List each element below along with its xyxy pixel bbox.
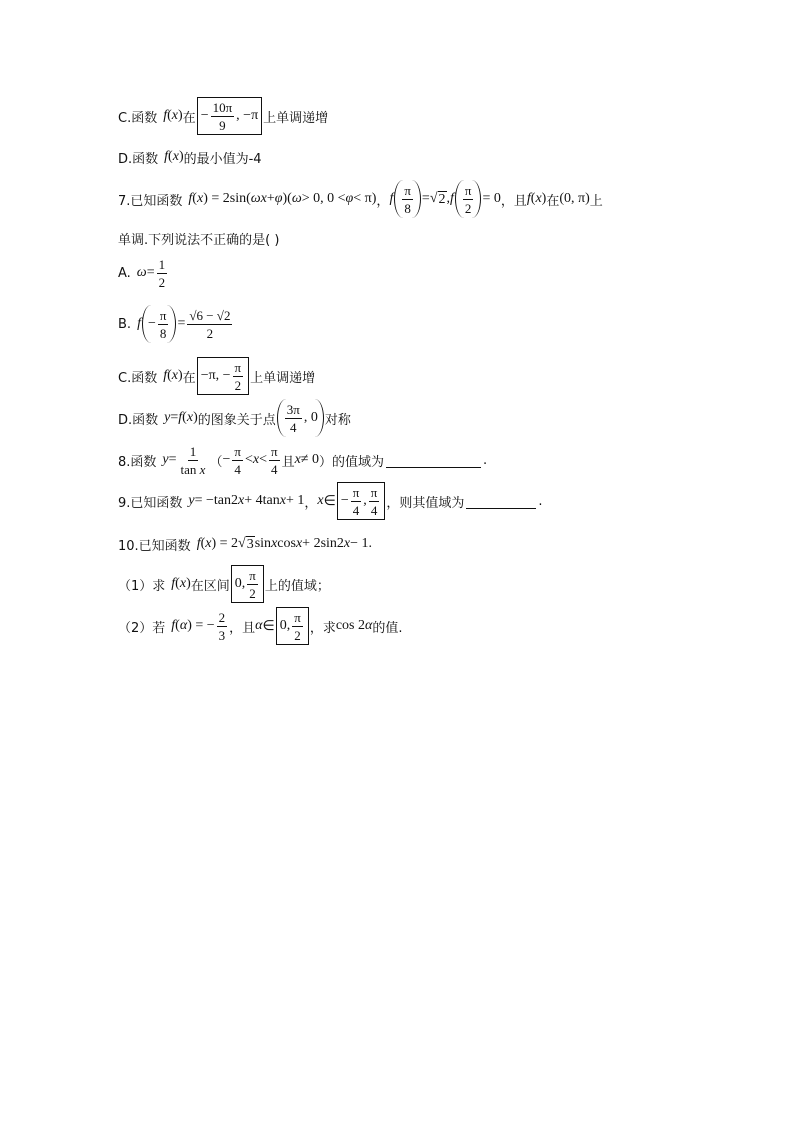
q7-stem: 7.已知函数 f ( x ) = 2sin( ωx + φ )( ω > 0, 0 < φ < π) ， f $\frac{\pi}{8}$ = √ 2 , f $\frac{\pi}{2}$ = 0 ，且 f ( x ) 在 (0, π) 上 xyxy=(118,179,603,219)
q10-stem: 10.已知函数 f ( x ) = 2 √ 3 sin x cos x + 2sin 2 x − 1. xyxy=(118,535,373,554)
q6-option-d: D.函数 f ( x ) 的最小值为-4 xyxy=(118,149,262,167)
q10-part-1: （1）求 f ( x ) 在区间 0, $\frac{\pi}{2}$ 上的值域； xyxy=(118,564,330,604)
q6-option-c: C.函数 f ( x ) 在 − $\frac{10\pi}{9}$ , −π 上单调递增 xyxy=(118,96,328,136)
q10-part-2: （2）若 f ( α ) = − $\frac{2}{3}$ ，且 α ∈ 0, $\frac{\pi}{2}$ ，求 cos 2 α 的值. xyxy=(118,606,403,646)
interval-bracket: − $\frac{10\pi}{9}$ , −π xyxy=(197,97,262,135)
q7-option-d: D.函数 y = f ( x ) 的图象关于点 $\frac{3\pi}{4}$ , 0 对称 xyxy=(118,398,351,438)
q8: 8.函数 y = $\frac{1}{\text{tan x}}$ （ − $\frac{\pi}{4}$ < x < $\frac{\pi}{4}$ 且 x ≠ 0 ）的值域为 . xyxy=(118,443,488,477)
answer-blank[interactable] xyxy=(386,453,481,468)
q9: 9.已知函数 y = −tan 2 x + 4tan x + 1 ， x ∈ − $\frac{\pi}{4}$ , $\frac{\pi}{4}$ ，则其值域为 . xyxy=(118,481,543,521)
q7-option-a: A. ω = $\frac{1}{2}$ xyxy=(118,256,166,290)
q7-stem-continued: 单调.下列说法不正确的是( ) xyxy=(118,232,280,248)
q7-option-c: C.函数 f ( x ) 在 −π, − $\frac{\pi}{2}$ 上单调递增 xyxy=(118,356,315,396)
q7-option-b: B. f − $\frac{\pi}{8}$ = $\frac{√6 - √2}{2}$ xyxy=(118,304,234,344)
answer-blank[interactable] xyxy=(466,494,536,509)
